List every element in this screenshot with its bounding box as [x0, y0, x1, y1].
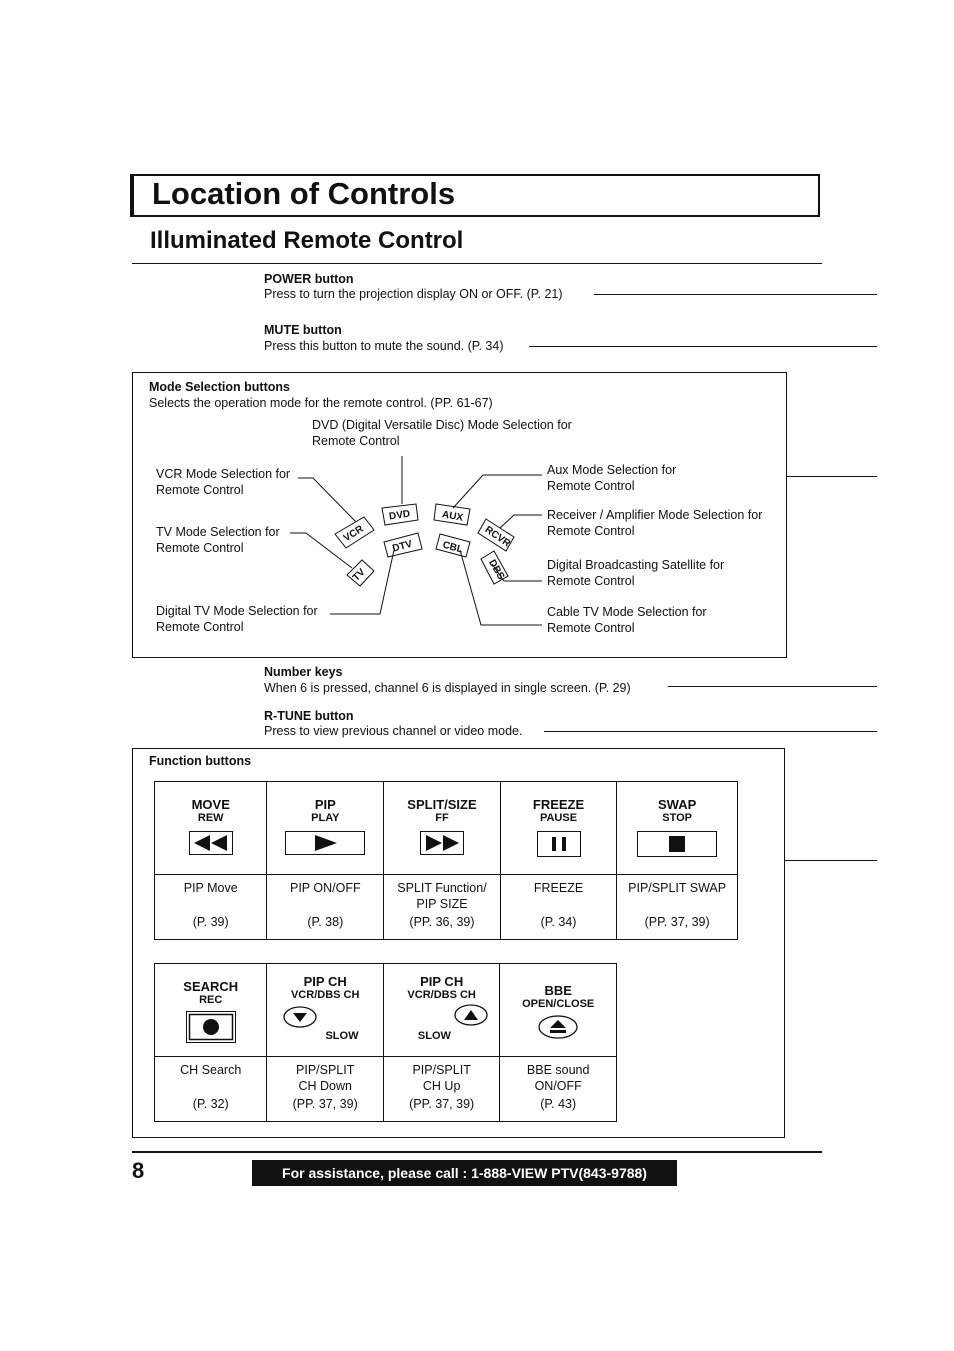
pipch-up-cell: [383, 964, 499, 1057]
rtune-label: R-TUNE button: [264, 709, 354, 723]
pip-label: PIP: [314, 797, 336, 812]
page-title: Location of Controls: [152, 176, 456, 211]
swap-stop-cell: [617, 782, 738, 875]
pipch-down-cell: [267, 964, 383, 1057]
section-title: Illuminated Remote Control: [150, 227, 464, 254]
play-label: PLAY: [311, 812, 340, 824]
power-leader: [594, 294, 877, 295]
dvd-button[interactable]: DVD: [388, 508, 411, 523]
cbl-leader: [460, 550, 542, 625]
split-desc-cell: SPLIT Function/ PIP SIZE (PP. 36, 39): [384, 875, 501, 940]
power-label: POWER button: [264, 272, 354, 286]
slow-up-label: SLOW: [417, 1030, 451, 1042]
eject-icon[interactable]: [538, 1015, 578, 1039]
tv-button[interactable]: TV: [350, 566, 368, 584]
rewind-icon[interactable]: [189, 831, 233, 855]
number-desc: When 6 is pressed, channel 6 is displayed in single screen. (P. 29): [264, 681, 631, 695]
pipch-up-desc-cell: PIP/SPLIT CH Up (PP. 37, 39): [383, 1057, 499, 1122]
cbl-caption: Cable TV Mode Selection for Remote Control: [547, 605, 707, 635]
bbe-cell: [500, 964, 617, 1057]
swap-desc-cell: PIP/SPLIT SWAP (PP. 37, 39): [617, 875, 738, 940]
search-desc-cell: CH Search (P. 32): [155, 1057, 267, 1122]
cbl-button[interactable]: CBL: [441, 539, 465, 556]
title-rule: [132, 263, 822, 264]
function-leader: [785, 860, 877, 861]
function-label: Function buttons: [149, 754, 252, 768]
pip-play-cell: [267, 782, 384, 875]
mute-label: MUTE button: [264, 323, 342, 337]
rec-label: REC: [199, 994, 223, 1006]
pipch-down-desc-cell: PIP/SPLIT CH Down (PP. 37, 39): [267, 1057, 383, 1122]
dbs-caption: Digital Broadcasting Satellite for Remote Control: [547, 558, 725, 588]
rtune-leader: [544, 731, 877, 732]
split-ff-cell: [384, 782, 501, 875]
pause-icon[interactable]: [537, 831, 581, 857]
pipch-down-label: PIP CH: [303, 974, 347, 989]
assistance-banner: For assistance, please call : 1-888-VIEW PTV(843-9788): [252, 1160, 677, 1186]
move-desc-cell: PIP Move (P. 39): [155, 875, 267, 940]
stop-icon[interactable]: [637, 831, 717, 857]
pause-label: PAUSE: [539, 812, 578, 824]
power-desc: Press to turn the projection display ON or OFF. (P. 21): [264, 287, 563, 301]
rcvr-button[interactable]: RCVR: [482, 524, 513, 550]
dtv-caption: Digital TV Mode Selection for Remote Control: [156, 604, 318, 634]
mode-label: Mode Selection buttons: [149, 380, 290, 394]
function-table-row2: [154, 963, 617, 1122]
move-rew-cell: [155, 782, 267, 875]
fast-forward-icon[interactable]: [420, 831, 464, 855]
move-label: MOVE: [191, 797, 230, 812]
aux-button[interactable]: AUX: [441, 509, 464, 524]
vcr-button[interactable]: VCR: [341, 523, 366, 545]
rcvr-leader: [500, 515, 542, 528]
record-icon[interactable]: [186, 1011, 236, 1043]
pipch-up-label: PIP CH: [420, 974, 464, 989]
mode-leader: [787, 476, 877, 477]
dtv-button[interactable]: DTV: [391, 538, 414, 555]
stop-label: STOP: [662, 812, 693, 824]
vcrdbs-down-label: VCR/DBS CH: [290, 989, 360, 1001]
bbe-label: BBE: [544, 983, 572, 998]
ch-up-icon[interactable]: [454, 1004, 488, 1026]
mute-leader: [529, 346, 877, 347]
footer-rule: [132, 1151, 822, 1153]
ch-down-icon[interactable]: [283, 1006, 317, 1028]
number-leader: [668, 686, 877, 687]
dbs-button[interactable]: DBS: [486, 557, 507, 582]
freeze-desc-cell: FREEZE (P. 34): [500, 875, 616, 940]
tv-leader: [290, 533, 352, 568]
freeze-label: FREEZE: [532, 797, 585, 812]
mute-desc: Press this button to mute the sound. (P. 34): [264, 339, 504, 353]
function-table-row1: [154, 781, 738, 940]
bbe-desc-cell: BBE sound ON/OFF (P. 43): [500, 1057, 617, 1122]
rtune-desc: Press to view previous channel or video mode.: [264, 724, 523, 738]
swap-label: SWAP: [657, 797, 697, 812]
aux-leader: [453, 475, 542, 508]
page-number: 8: [132, 1158, 145, 1183]
ff-label: FF: [435, 812, 449, 824]
search-rec-cell: [155, 964, 267, 1057]
split-size-label: SPLIT/SIZE: [407, 797, 477, 812]
mode-button-diagram: [130, 370, 790, 660]
freeze-pause-cell: [500, 782, 616, 875]
rcvr-caption: Receiver / Amplifier Mode Selection for Remote Control: [547, 508, 763, 538]
pip-desc-cell: PIP ON/OFF (P. 38): [267, 875, 384, 940]
aux-caption: Aux Mode Selection for Remote Control: [547, 463, 677, 493]
open-close-label: OPEN/CLOSE: [522, 998, 595, 1010]
vcrdbs-up-label: VCR/DBS CH: [407, 989, 476, 1001]
slow-down-label: SLOW: [325, 1030, 359, 1042]
play-icon[interactable]: [285, 831, 365, 855]
tv-caption: TV Mode Selection for Remote Control: [156, 525, 280, 555]
number-label: Number keys: [264, 665, 343, 679]
search-label: SEARCH: [183, 979, 239, 994]
vcr-leader: [298, 478, 356, 522]
mode-desc: Selects the operation mode for the remote control. (PP. 61-67): [149, 396, 493, 410]
dvd-caption: DVD (Digital Versatile Disc) Mode Selection for Remote Control: [312, 418, 572, 448]
vcr-caption: VCR Mode Selection for Remote Control: [156, 467, 291, 497]
rew-label: REW: [197, 812, 224, 824]
